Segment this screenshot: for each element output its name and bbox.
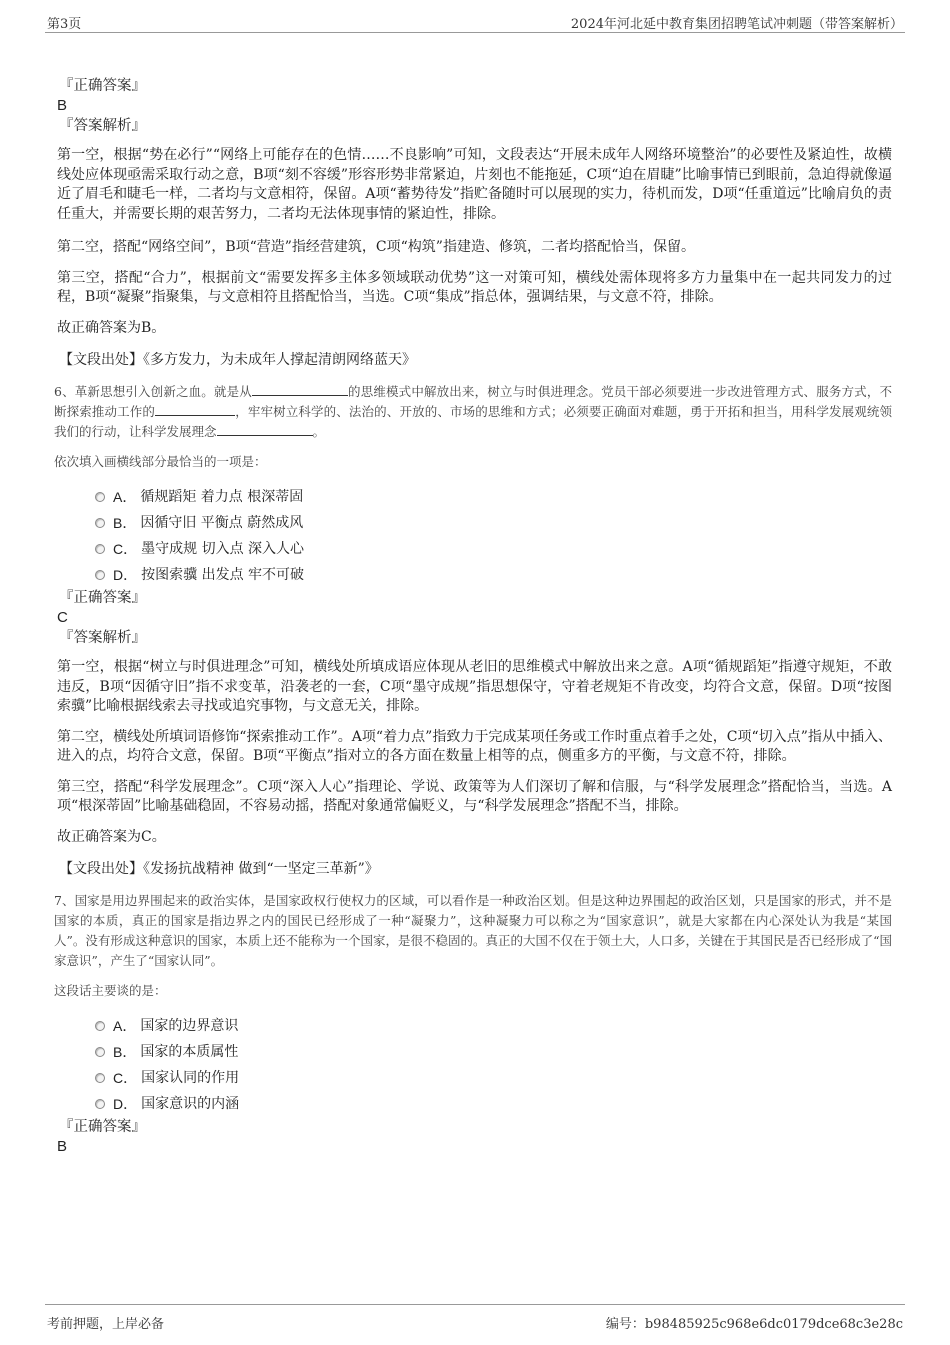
analysis-conclusion: 故正确答案为B。	[57, 319, 166, 336]
analysis-label: 『答案解析』	[59, 118, 146, 134]
question-6-stem: 6、革新思想引入创新之血。就是从 的思维模式中解放出来，树立与时俱进理念。党员干部必须要进一步改进管理方式、服务方式，不断探索推动工作的 ，牢牢树立科学的、法治的、开放的、市场的思维和方式；必须要正确面对难题，勇于开拓和担当，用科学发展观统领我们的行动，让科学发展理念 。	[54, 384, 892, 439]
fill-blank	[217, 422, 313, 436]
radio-icon[interactable]	[95, 492, 105, 502]
answer-value: B	[57, 97, 68, 114]
radio-icon[interactable]	[95, 1047, 105, 1057]
analysis-conclusion: 故正确答案为C。	[57, 828, 166, 845]
footer-slogan: 考前押题，上岸必备	[47, 1317, 165, 1332]
option-d[interactable]: D． 按图索骥 出发点 牢不可破	[95, 562, 892, 588]
radio-icon[interactable]	[95, 1099, 105, 1109]
question-6-prompt: 依次填入画横线部分最恰当的一项是：	[54, 454, 267, 469]
option-a[interactable]: A． 国家的边界意识	[95, 1013, 892, 1039]
page-header	[45, 10, 905, 33]
source-citation: 【文段出处】《多方发力，为未成年人撑起清朗网络蓝天》	[59, 352, 416, 368]
radio-icon[interactable]	[95, 570, 105, 580]
option-c[interactable]: C． 国家认同的作用	[95, 1065, 892, 1091]
answer-label: 『正确答案』	[59, 1119, 146, 1135]
page-footer	[45, 1304, 905, 1332]
analysis-paragraph: 第二空，横线处所填词语修饰“探索推动工作”。A项“着力点”指致力于完成某项任务或工作时重点着手之处，C项“切入点”指从中插入、进入的点，均符合文意，保留。B项“平衡点”指对立的各方面在数量上相等的点，侧重多方的平衡，与文意不符，排除。	[57, 728, 892, 764]
option-a[interactable]: A． 循规蹈矩 着力点 根深蒂固	[95, 484, 892, 510]
analysis-paragraph: 第三空，搭配“科学发展理念”。C项“深入人心”指理论、学说、政策等为人们深切了解和信服，与“科学发展理念”搭配恰当，当选。A项“根深蒂固”比喻基础稳固，不容易动摇，搭配对象通常偏贬义，与“科学发展理念”搭配不当，排除。	[57, 778, 892, 814]
source-citation: 【文段出处】《发扬抗战精神 做到“一坚定三革新”》	[59, 861, 379, 877]
analysis-paragraph: 第一空，根据“树立与时俱进理念”可知，横线处所填成语应体现从老旧的思维模式中解放出来之意。A项“循规蹈矩”指遵守规矩，不敢违反，B项“因循守旧”指不求变革，沿袭老的一套，C项“墨守成规”指思想保守，守着老规矩不肯改变，均符合文意，保留。D项“按图索骥”比喻根据线索去寻找或追究事物，与文意无关，排除。	[57, 659, 892, 714]
document-id: 编号：b98485925c968e6dc0179dce68c3e28c	[605, 1317, 903, 1332]
page-number: 第3页	[47, 17, 82, 32]
page-content	[54, 76, 892, 1157]
option-c[interactable]: C． 墨守成规 切入点 深入人心	[95, 536, 892, 562]
analysis-label: 『答案解析』	[59, 630, 146, 646]
fill-blank	[252, 382, 348, 396]
answer-value: C	[57, 609, 68, 626]
question-6-options	[95, 484, 892, 588]
question-7-options	[95, 1013, 892, 1117]
document-title: 2024年河北延中教育集团招聘笔试冲刺题（带答案解析）	[570, 17, 903, 32]
radio-icon[interactable]	[95, 1073, 105, 1083]
fill-blank	[155, 402, 235, 416]
analysis-paragraph: 第一空，根据“势在必行”“网络上可能存在的色情……不良影响”可知，文段表达“开展未成年人网络环境整治”的必要性及紧迫性，故横线处应体现亟需采取行动之意，B项“刻不容缓”形容形势非常紧迫，片刻也不能拖延，C项“迫在眉睫”比喻事情已到眼前，急迫得就像逼近了眉毛和睫毛一样，二者均与文意相符，保留。A项“蓄势待发”指贮备随时可以展现的实力，待机而发，D项“任重道远”比喻肩负的责任重大，并需要长期的艰苦努力，二者均无法体现事情的紧迫性，排除。	[57, 147, 892, 222]
radio-icon[interactable]	[95, 544, 105, 554]
answer-value: B	[57, 1138, 68, 1155]
option-b[interactable]: B． 因循守旧 平衡点 蔚然成风	[95, 510, 892, 536]
question-7-prompt: 这段话主要谈的是：	[54, 983, 167, 998]
answer-label: 『正确答案』	[59, 590, 146, 606]
option-d[interactable]: D． 国家意识的内涵	[95, 1091, 892, 1117]
option-b[interactable]: B． 国家的本质属性	[95, 1039, 892, 1065]
radio-icon[interactable]	[95, 518, 105, 528]
answer-label: 『正确答案』	[59, 78, 146, 94]
radio-icon[interactable]	[95, 1021, 105, 1031]
question-7-stem: 7、国家是用边界围起来的政治实体，是国家政权行使权力的区域，可以看作是一种政治区划。但是这种边界围起的政治区划，只是国家的形式，并不是国家的本质，真正的国家是指边界之内的国民已经形成了一种“凝聚力”，这种凝聚力可以称之为“国家意识”，就是大家都在内心深处认为我是“某国人”。没有形成这种意识的国家，本质上还不能称为一个国家，是很不稳固的。真正的大国不仅在于领土大，人口多，关键在于其国民是否已经形成了“国家意识”，产生了“国家认同”。	[54, 893, 892, 968]
analysis-paragraph: 第三空，搭配“合力”，根据前文“需要发挥多主体多领域联动优势”这一对策可知，横线处需体现将多方力量集中在一起共同发力的过程，B项“凝聚”指聚集，与文意相符且搭配恰当，当选。C项“集成”指总体，强调结果，与文意不符，排除。	[57, 269, 892, 305]
analysis-paragraph: 第二空，搭配“网络空间”，B项“营造”指经营建筑，C项“构筑”指建造、修筑，二者均搭配恰当，保留。	[57, 239, 695, 255]
